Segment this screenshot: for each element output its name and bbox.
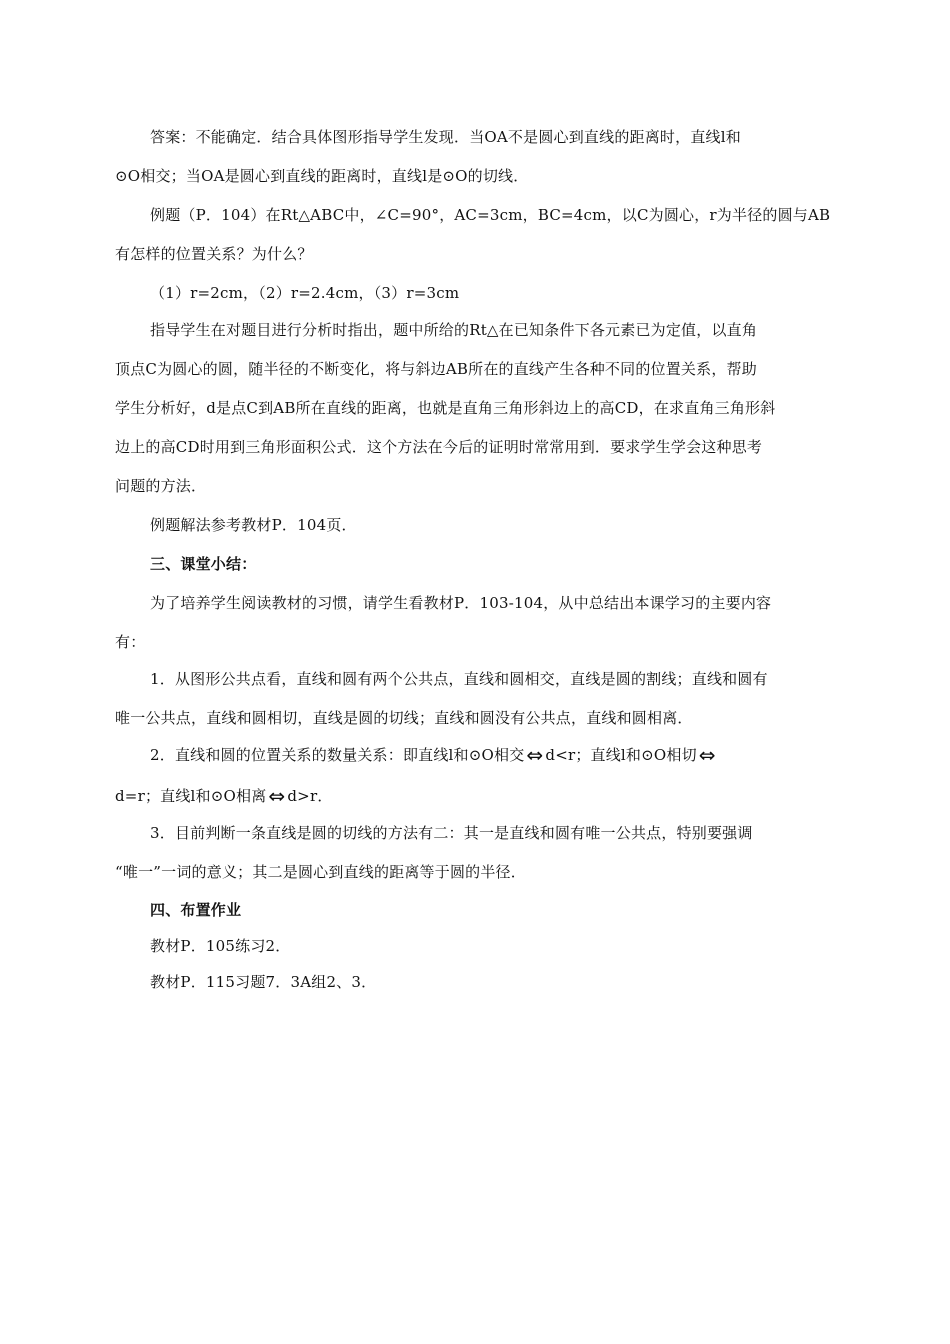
section-4-title: 四、布置作业 [150, 901, 242, 919]
item-2-text-c: d=r；直线l和⊙O相离 [115, 787, 267, 805]
item-2-text-a: 2．直线和圆的位置关系的数量关系：即直线l和⊙O相交 [150, 746, 525, 764]
example-line-1: 例题（P．104）在Rt△ABC中，∠C=90°，AC=3cm，BC=4cm，以C为圆心，r为半径的圆与AB [150, 206, 831, 224]
summary-item-3-line-1: 3．目前判断一条直线是圆的切线的方法有二：其一是直线和圆有唯一公共点，特别要强调 [150, 824, 753, 842]
item-2-text-d: d>r． [287, 787, 333, 805]
equivalence-symbol: ⇔ [698, 743, 716, 767]
section-3-title: 三、课堂小结： [150, 555, 257, 573]
answer-line-1: 答案：不能确定．结合具体图形指导学生发现．当OA不是圆心到直线的距离时，直线l和 [150, 128, 741, 146]
homework-2: 教材P．115习题7．3A组2、3． [150, 973, 377, 991]
summary-item-3-line-2: “唯一”一词的意义；其二是圆心到直线的距离等于圆的半径． [115, 863, 526, 881]
example-line-2: 有怎样的位置关系？为什么？ [115, 245, 313, 263]
solution-reference: 例题解法参考教材P．104页． [150, 516, 357, 534]
answer-line-2: ⊙O相交；当OA是圆心到直线的距离时，直线l是⊙O的切线． [115, 167, 529, 185]
example-cases: （1）r=2cm，（2）r=2.4cm，（3）r=3cm [150, 284, 460, 302]
guide-line-3: 学生分析好，d是点C到AB所在直线的距离，也就是直角三角形斜边上的高CD，在求直角三角形斜 [115, 399, 776, 417]
guide-line-5: 问题的方法． [115, 477, 207, 495]
summary-item-1-line-2: 唯一公共点，直线和圆相切，直线是圆的切线；直线和圆没有公共点，直线和圆相离． [115, 709, 693, 727]
summary-item-2-line-2 [115, 786, 333, 806]
guide-line-4: 边上的高CD时用到三角形面积公式．这个方法在今后的证明时常常用到．要求学生学会这种思考 [115, 438, 763, 456]
summary-item-1-line-1: 1．从图形公共点看，直线和圆有两个公共点，直线和圆相交，直线是圆的割线；直线和圆有 [150, 670, 768, 688]
summary-intro-line-2: 有： [115, 633, 146, 651]
summary-intro-line-1: 为了培养学生阅读教材的习惯，请学生看教材P．103-104，从中总结出本课学习的主要内容 [150, 594, 772, 612]
homework-1: 教材P．105练习2． [150, 937, 291, 955]
guide-line-2: 顶点C为圆心的圆，随半径的不断变化，将与斜边AB所在的直线产生各种不同的位置关系，帮助 [115, 360, 757, 378]
equivalence-symbol: ⇔ [526, 743, 544, 767]
summary-item-2-line-1 [150, 745, 718, 765]
item-2-text-b: d<r；直线l和⊙O相切 [545, 746, 697, 764]
equivalence-symbol: ⇔ [268, 784, 286, 808]
guide-line-1: 指导学生在对题目进行分析时指出，题中所给的Rt△在已知条件下各元素已为定值，以直角 [150, 321, 758, 339]
